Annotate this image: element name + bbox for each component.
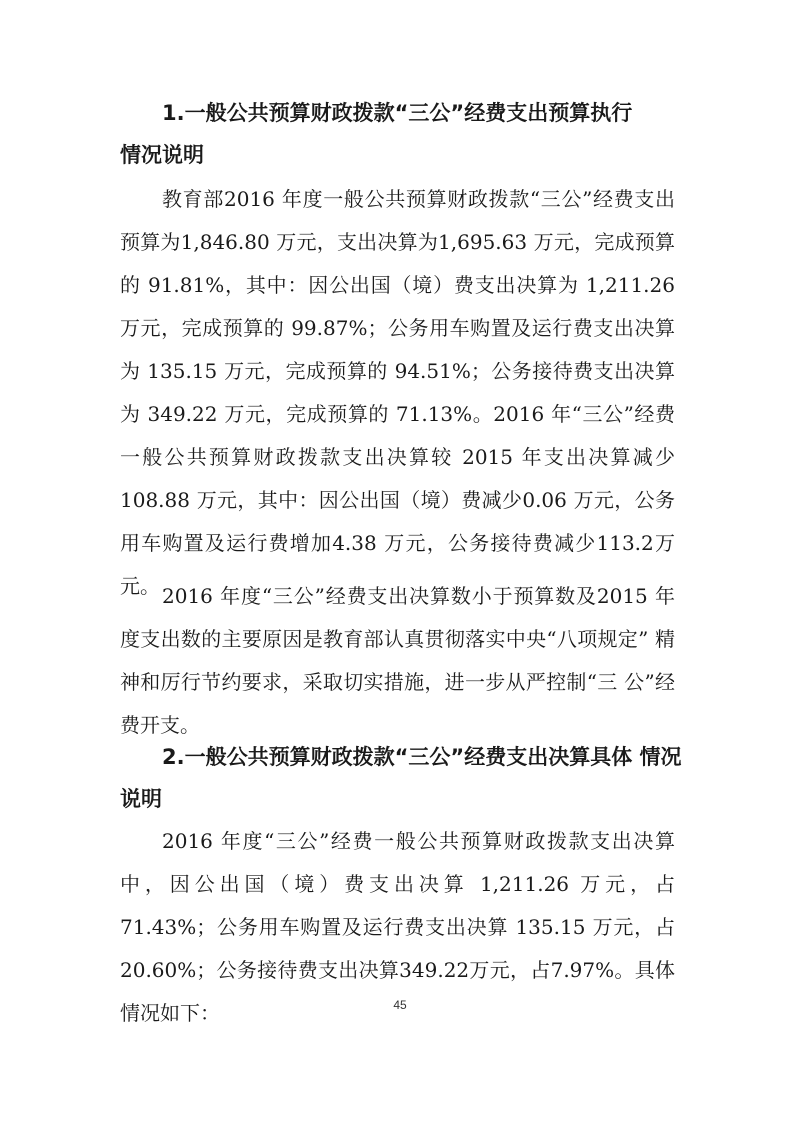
page-number: 45 (393, 998, 407, 1012)
section2-heading-line1: 2.一般公共预算财政拨款“三公”经费支出决算具体 情况 (162, 745, 682, 769)
section2-heading (120, 736, 695, 820)
section1-heading-line1: 1.一般公共预算财政拨款“三公”经费支出预算执行 (162, 101, 633, 125)
section1-paragraph2: 2016 年度“三公”经费支出决算数小于预算数及2015 年度支出数的主要原因是教育部认真贯彻落实中央“八项规定” 精神和厉行节约要求，采取切实措施，进一步从严控制“三 公”经费开支。 (120, 584, 675, 737)
section1-heading (120, 92, 695, 176)
section2-heading-line2: 说明 (120, 787, 162, 811)
section1-paragraph1: 教育部2016 年度一般公共预算财政拨款“三公”经费支出预算为1,846.80 万元，支出决算为1,695.63 万元，完成预算的 91.81%，其中：因公出国（境）费支出决算为 1,211.26万元，完成预算的 99.87%；公务用车购置及运行费支出决算为 135.15 万元，完成预算的 94.51%；公务接待费支出决算为 349.22 万元，完成预算的 71.13%。2016 年“三公”经费一般公共预算财政拨款支出决算较 2015 年支出决算减少108.88 万元，其中：因公出国（境）费减少0.06 万元，公务用车购置及运行费增加4.38 万元，公务接待费减少113.2万元。 (120, 187, 675, 598)
section1-heading-line2: 情况说明 (120, 143, 204, 167)
section2-paragraph1: 2016 年度“三公”经费一般公共预算财政拨款支出决算中，因公出国（境）费支出决算 1,211.26 万元，占 71.43%；公务用车购置及运行费支出决算 135.15 万元，占 20.60%；公务接待费支出决算349.22万元，占7.97%。具体情况如下： (120, 829, 675, 1025)
